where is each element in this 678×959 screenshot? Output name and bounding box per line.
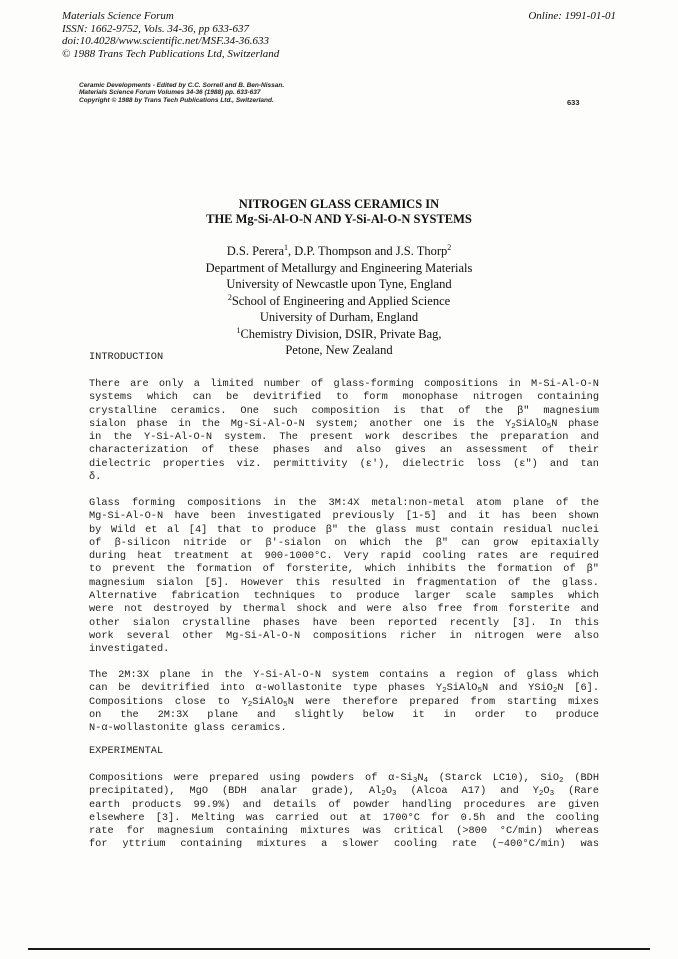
text-line: Glass forming compositions in the 3M:4X metal:non-metal atom plane of the — [89, 497, 599, 509]
text-line: Alternative fabrication techniques to produce larger scale samples which — [89, 590, 599, 603]
text-line: Compositions were prepared using powders of $\alpha-Si_3N_4$ (Starck LC10), SiO$_2$ (BDH — [89, 772, 599, 785]
paper-title — [0, 197, 678, 226]
text-line: investigated. — [89, 643, 170, 656]
text-line: of β-silicon nitride or β'-sialon on which the β" can grow epitaxially — [89, 536, 599, 549]
text-line: δ. — [89, 471, 102, 484]
affiliation-line: $^1$Chemistry Division, DSIR, Private Bag, — [236, 325, 442, 341]
experimental-paragraph — [89, 772, 599, 852]
text-line: N-α-wollastonite glass ceramics. — [89, 722, 287, 735]
text-line: during heat treatment at 900-1000°C. Very rapid cooling rates are required — [89, 550, 599, 563]
text-line: elsewhere [3]. Melting was carried out at 1700°C for 0.5h and the cooling — [89, 811, 599, 824]
author-block — [0, 243, 678, 359]
text-line: work several other Mg-Si-Al-O-N compositions richer in nitrogen were also — [89, 629, 599, 642]
affiliation-line: Department of Metallurgy and Engineering Materials — [205, 260, 473, 275]
copyright-line: © 1988 Trans Tech Publications Ltd, Switzerland — [62, 47, 280, 60]
doi-line: doi:10.4028/www.scientific.net/MSF.34-36.633 — [62, 35, 270, 47]
introduction-heading: INTRODUCTION — [89, 351, 164, 363]
text-line: Compositions close to $Y_2SiAlO_5N$ were therefore prepared from starting mixes — [89, 695, 599, 709]
intro-paragraph-1 — [89, 378, 599, 484]
pub-line-2: Materials Science Forum Volumes 34-36 (1988) pp. 633-637 — [79, 89, 261, 97]
text-line: systems which can be devitrified to form monophase nitrogen containing — [89, 391, 599, 404]
intro-paragraph-2 — [89, 497, 599, 657]
text-line: dielectric properties viz. permittivity (ε'), dielectric loss (ε") and tan — [89, 457, 599, 470]
issn-line: ISSN: 1662-9752, Vols. 34-36, pp 633-637 — [62, 22, 249, 35]
text-line: rate for magnesium containing mixtures was critical (>800 °C/min) whereas — [89, 825, 599, 838]
title-line-1: NITROGEN GLASS CERAMICS IN — [238, 197, 440, 211]
text-line: to prevent the formation of forsterite, which inhibits the formation of β" — [89, 563, 599, 576]
text-line: other sialon crystalline phases have been reported recently [3]. In this — [89, 616, 599, 629]
text-line: There are only a limited number of glass-forming compositions in M-Si-Al-O-N — [89, 378, 599, 390]
text-line: Mg-Si-Al-O-N have been investigated previously [1-5] and it has been shown — [89, 510, 599, 523]
page-bottom-rule — [28, 948, 650, 950]
journal-name: Materials Science Forum — [62, 10, 174, 22]
citation-header — [62, 10, 279, 60]
online-date: Online: 1991-01-01 — [528, 10, 616, 22]
text-line: crystalline ceramics. One such composition is that of the β" magnesium — [89, 404, 599, 417]
affiliation-line: Petone, New Zealand — [285, 343, 393, 357]
text-line: can be devitrified into α-wollastonite type phases $Y_2SiAlO_5N$ and YSiO$_2$N [6]. — [89, 682, 599, 696]
text-line: precipitated), MgO (BDH analar grade), $Al_2O_3$ (Alcoa A17) and $Y_2O_3$ (Rare — [89, 785, 599, 799]
text-line: The 2M:3X plane in the Y-Si-Al-O-N system contains a region of glass which — [89, 669, 599, 681]
text-line: earth products 99.9%) and details of powder handling procedures are given — [89, 798, 599, 811]
pub-line-3: Copyright © 1988 by Trans Tech Publications Ltd., Switzerland. — [79, 96, 274, 104]
text-line: were not destroyed by thermal shock and were also free from forsterite and — [89, 603, 599, 616]
text-line: magnesium sialon [5]. However this resulted in fragmentation of the glass. — [89, 576, 599, 589]
author-line: D.S. Perera$^1$, D.P. Thompson and J.S. Thorp$^2$ — [226, 243, 452, 258]
intro-paragraph-3 — [89, 669, 599, 735]
text-line: for yttrium containing mixtures a slower cooling rate (~400°C/min) was — [89, 838, 599, 851]
affiliation-line: University of Durham, England — [259, 310, 419, 324]
experimental-heading: EXPERIMENTAL — [89, 745, 164, 757]
text-line: on the 2M:3X plane and slightly below it in order to produce — [89, 708, 599, 721]
page-number: 633 — [567, 98, 580, 107]
text-line: by Wild et al [4] that to produce β" the glass must contain residual nuclei — [89, 523, 599, 536]
pub-line-1: Ceramic Developments - Edited by C.C. Sorrell and B. Ben-Nissan. — [79, 82, 285, 89]
title-line-2: THE Mg-Si-Al-O-N AND Y-Si-Al-O-N SYSTEMS — [206, 211, 472, 226]
affiliation-line: $^2$School of Engineering and Applied Science — [227, 292, 451, 308]
text-line: in the Y-Si-Al-O-N system. The present work describes the preparation and — [89, 431, 599, 444]
affiliation-line: University of Newcastle upon Tyne, England — [226, 277, 452, 291]
publication-info — [79, 82, 284, 104]
text-line: sialon phase in the Mg-Si-Al-O-N system; another one is the $Y_2SiAlO_5N$ phase — [89, 417, 599, 431]
text-line: characterization of these phases and also gives an assessment of their — [89, 444, 599, 457]
